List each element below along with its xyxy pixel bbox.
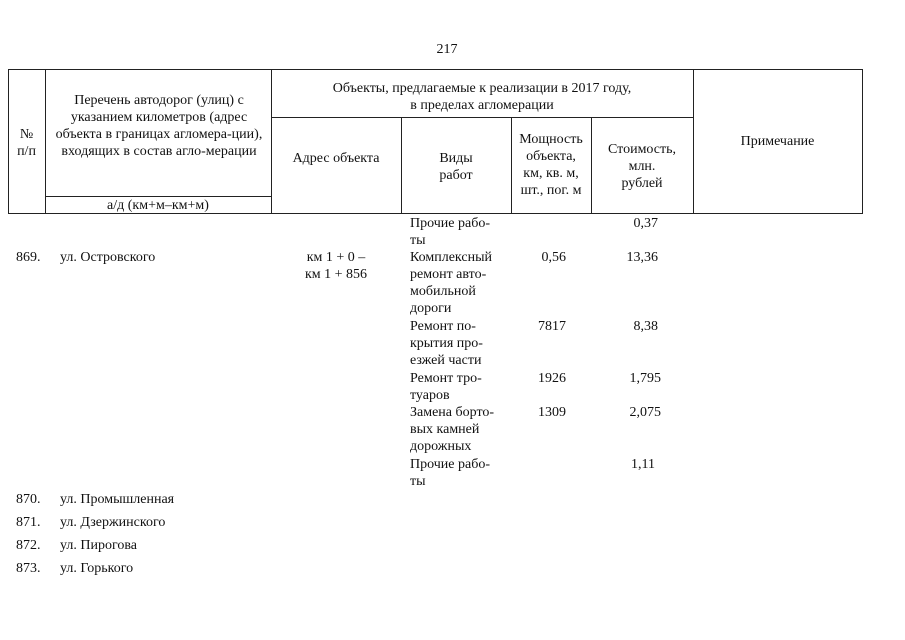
row-2-cost: 8,38	[633, 319, 658, 334]
row-1-capacity: 0,56	[541, 250, 566, 265]
header-col-address: Адрес объекта	[292, 151, 380, 166]
row-1-cost: 13,36	[626, 250, 658, 265]
header-col-note: Примечание	[740, 134, 815, 149]
row-7-number: 871.	[16, 515, 41, 530]
header-col-roads-sub: а/д (км+м–км+м)	[107, 198, 209, 213]
header-col-cost: Стоимость, млн. рублей	[607, 142, 676, 191]
row-4-works: Замена борто- вых камней дорожных	[410, 405, 495, 454]
page-number: 217	[436, 42, 458, 57]
row-0-cost: 0,37	[633, 216, 658, 231]
row-0-works: Прочие рабо- ты	[410, 216, 490, 248]
header-col-roads: Перечень автодорог (улиц) с указанием километров (адрес объекта в границах агломера-ции), входящих в состав агло-мерации	[55, 93, 263, 159]
row-2-works: Ремонт по- крытия про- езжей части	[410, 319, 483, 368]
row-4-cost: 2,075	[629, 405, 661, 420]
row-3-cost: 1,795	[629, 371, 661, 386]
row-3-capacity: 1926	[538, 371, 566, 386]
row-4-capacity: 1309	[538, 405, 566, 420]
row-1-number: 869.	[16, 250, 41, 265]
row-3-works: Ремонт тро- туаров	[410, 371, 482, 403]
header-group-title: Объекты, предлагаемые к реализации в 2017 году, в пределах агломерации	[332, 81, 632, 113]
row-1-address: км 1 + 0 – км 1 + 856	[304, 250, 368, 282]
row-6-road: ул. Промышленная	[60, 492, 175, 507]
header-col-works: Виды работ	[439, 151, 473, 183]
row-2-capacity: 7817	[538, 319, 566, 334]
row-9-road: ул. Горького	[60, 561, 134, 576]
row-1-road: ул. Островского	[60, 250, 156, 265]
header-col-capacity: Мощность объекта, км, кв. м, шт., пог. м	[519, 132, 583, 198]
row-7-road: ул. Дзержинского	[60, 515, 166, 530]
row-5-works: Прочие рабо- ты	[410, 457, 490, 489]
row-5-cost: 1,11	[631, 457, 655, 472]
row-8-number: 872.	[16, 538, 41, 553]
header-col-number: № п/п	[17, 127, 36, 159]
row-9-number: 873.	[16, 561, 41, 576]
row-6-number: 870.	[16, 492, 41, 507]
row-8-road: ул. Пирогова	[60, 538, 138, 553]
row-1-works: Комплексный ремонт авто- мобильной дороги	[410, 250, 492, 316]
